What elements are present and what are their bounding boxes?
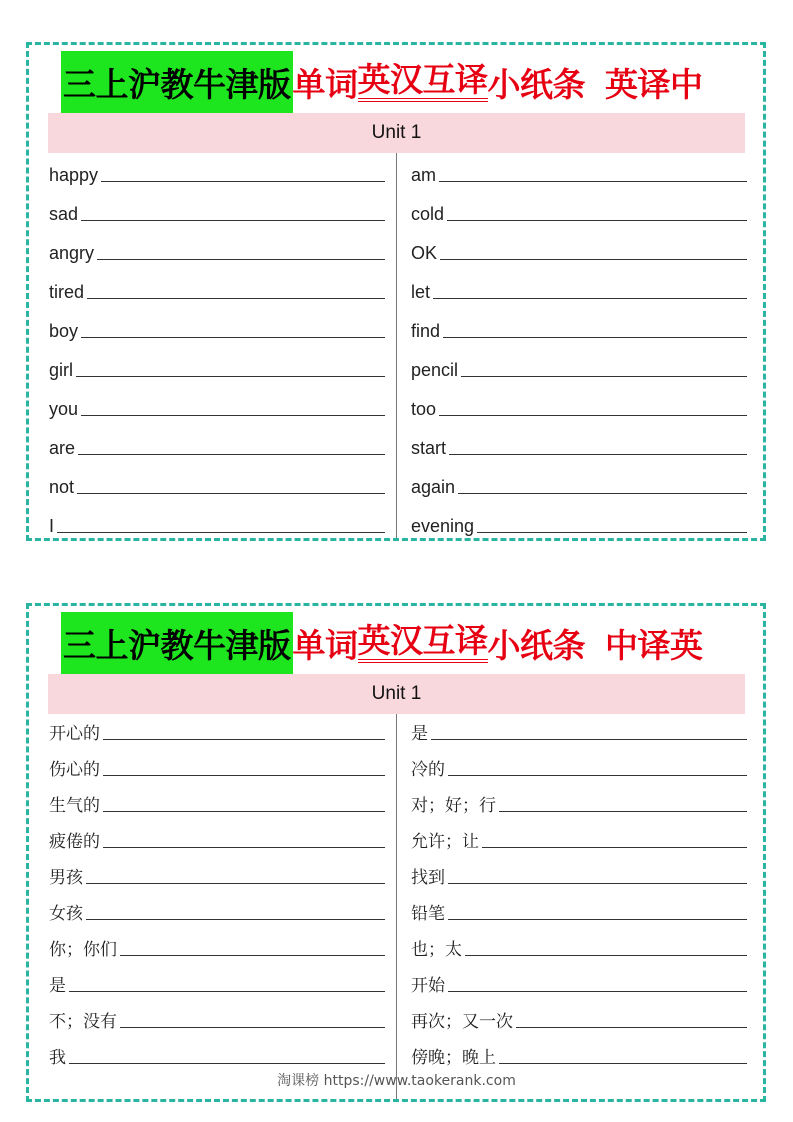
word-row — [49, 504, 385, 543]
word-row — [411, 1038, 747, 1074]
word-row — [411, 387, 747, 426]
answer-blank-line[interactable] — [57, 532, 385, 533]
word-label: am — [411, 165, 437, 185]
title-underlined: 英汉互译 — [358, 62, 488, 102]
answer-blank-line[interactable] — [461, 376, 747, 377]
word-row — [49, 387, 385, 426]
word-row — [49, 153, 385, 192]
word-label: 再次；又一次 — [411, 1012, 513, 1032]
word-label: 男孩 — [49, 868, 83, 888]
word-row — [411, 348, 747, 387]
answer-blank-line[interactable] — [103, 775, 385, 776]
title-highlight: 三上沪教牛津版 — [61, 612, 293, 674]
word-label: too — [411, 399, 437, 419]
word-row — [411, 231, 747, 270]
word-label: let — [411, 282, 431, 302]
card-title — [61, 51, 703, 113]
word-row — [49, 894, 385, 930]
unit-header: Unit 1 — [48, 674, 745, 714]
word-label: not — [49, 477, 75, 497]
answer-blank-line[interactable] — [101, 181, 385, 182]
word-row — [49, 966, 385, 1002]
unit-header: Unit 1 — [48, 113, 745, 153]
answer-blank-line[interactable] — [516, 1027, 747, 1028]
answer-blank-line[interactable] — [87, 298, 385, 299]
title-mode: 中译英 — [605, 625, 703, 665]
word-row — [411, 894, 747, 930]
word-row — [411, 192, 747, 231]
column-divider — [396, 153, 397, 538]
word-row — [49, 930, 385, 966]
title-part: 单词 — [292, 625, 358, 665]
word-row — [411, 858, 747, 894]
word-label: 开心的 — [49, 724, 100, 744]
word-label: 是 — [411, 724, 428, 744]
answer-blank-line[interactable] — [69, 1063, 385, 1064]
answer-blank-line[interactable] — [448, 991, 747, 992]
word-row — [411, 465, 747, 504]
word-label: evening — [411, 516, 475, 536]
answer-blank-line[interactable] — [97, 259, 385, 260]
word-row — [49, 348, 385, 387]
word-row — [49, 270, 385, 309]
word-label: 不；没有 — [49, 1012, 117, 1032]
title-part: 小纸条 — [487, 64, 585, 104]
word-label: 冷的 — [411, 760, 445, 780]
word-label: pencil — [411, 360, 459, 380]
word-label: 开始 — [411, 976, 445, 996]
answer-blank-line[interactable] — [449, 454, 747, 455]
word-label: you — [49, 399, 79, 419]
word-row — [49, 465, 385, 504]
word-label: are — [49, 438, 76, 458]
answer-blank-line[interactable] — [458, 493, 747, 494]
right-word-column — [411, 153, 747, 538]
column-divider — [396, 714, 397, 1099]
word-label: 是 — [49, 976, 66, 996]
word-label: 允许；让 — [411, 832, 479, 852]
footer-watermark: 淘课榜 https://www.taokerank.com — [277, 1073, 516, 1089]
word-row — [411, 1002, 747, 1038]
answer-blank-line[interactable] — [120, 955, 385, 956]
word-label: 女孩 — [49, 904, 83, 924]
word-label: 你；你们 — [49, 940, 117, 960]
answer-blank-line[interactable] — [81, 220, 385, 221]
word-label: find — [411, 321, 441, 341]
word-row — [49, 822, 385, 858]
word-row — [49, 309, 385, 348]
answer-blank-line[interactable] — [433, 298, 747, 299]
title-part: 单词 — [292, 64, 358, 104]
answer-blank-line[interactable] — [447, 220, 747, 221]
word-row — [411, 786, 747, 822]
answer-blank-line[interactable] — [431, 739, 747, 740]
answer-blank-line[interactable] — [439, 415, 747, 416]
word-row — [49, 1038, 385, 1074]
word-row — [49, 231, 385, 270]
word-label: tired — [49, 282, 85, 302]
word-row — [49, 750, 385, 786]
word-row — [49, 1002, 385, 1038]
answer-blank-line[interactable] — [86, 919, 385, 920]
answer-blank-line[interactable] — [120, 1027, 385, 1028]
worksheet-card-zh-to-en — [26, 603, 766, 1102]
left-word-column — [49, 153, 385, 538]
word-label: 找到 — [411, 868, 445, 888]
word-label: start — [411, 438, 447, 458]
title-underlined: 英汉互译 — [358, 623, 488, 663]
word-row — [411, 750, 747, 786]
word-row — [411, 966, 747, 1002]
answer-blank-line[interactable] — [81, 415, 385, 416]
word-label: girl — [49, 360, 74, 380]
word-label: 生气的 — [49, 796, 100, 816]
word-label: cold — [411, 204, 445, 224]
word-label: 我 — [49, 1048, 66, 1068]
worksheet-card-en-to-zh — [26, 42, 766, 541]
title-highlight: 三上沪教牛津版 — [61, 51, 293, 113]
word-row — [411, 153, 747, 192]
card-title — [61, 612, 703, 674]
answer-blank-line[interactable] — [448, 919, 747, 920]
word-label: boy — [49, 321, 79, 341]
word-row — [411, 822, 747, 858]
answer-blank-line[interactable] — [103, 847, 385, 848]
word-label: 铅笔 — [411, 904, 445, 924]
answer-blank-line[interactable] — [103, 811, 385, 812]
word-row — [411, 270, 747, 309]
answer-blank-line[interactable] — [86, 883, 385, 884]
word-row — [411, 426, 747, 465]
word-label: 傍晚；晚上 — [411, 1048, 496, 1068]
word-row — [411, 504, 747, 543]
word-label: 疲倦的 — [49, 832, 100, 852]
answer-blank-line[interactable] — [499, 811, 747, 812]
word-label: happy — [49, 165, 99, 185]
answer-blank-line[interactable] — [103, 739, 385, 740]
word-label: sad — [49, 204, 79, 224]
title-mode: 英译中 — [605, 64, 703, 104]
answer-blank-line[interactable] — [477, 532, 747, 533]
word-row — [49, 426, 385, 465]
answer-blank-line[interactable] — [440, 259, 747, 260]
word-label: 伤心的 — [49, 760, 100, 780]
word-row — [411, 714, 747, 750]
answer-blank-line[interactable] — [77, 493, 385, 494]
word-label: 对；好；行 — [411, 796, 496, 816]
word-row — [49, 714, 385, 750]
answer-blank-line[interactable] — [448, 775, 747, 776]
answer-blank-line[interactable] — [499, 1063, 747, 1064]
word-row — [411, 930, 747, 966]
answer-blank-line[interactable] — [465, 955, 747, 956]
answer-blank-line[interactable] — [439, 181, 747, 182]
answer-blank-line[interactable] — [448, 883, 747, 884]
answer-blank-line[interactable] — [81, 337, 385, 338]
word-label: 也；太 — [411, 940, 462, 960]
left-word-column — [49, 714, 385, 1099]
word-row — [49, 858, 385, 894]
title-part: 小纸条 — [487, 625, 585, 665]
answer-blank-line[interactable] — [78, 454, 385, 455]
answer-blank-line[interactable] — [443, 337, 747, 338]
answer-blank-line[interactable] — [482, 847, 747, 848]
word-label: angry — [49, 243, 95, 263]
answer-blank-line[interactable] — [69, 991, 385, 992]
word-row — [411, 309, 747, 348]
word-label: again — [411, 477, 456, 497]
word-label: OK — [411, 243, 438, 263]
word-row — [49, 192, 385, 231]
answer-blank-line[interactable] — [76, 376, 385, 377]
right-word-column — [411, 714, 747, 1099]
word-row — [49, 786, 385, 822]
word-label: I — [49, 516, 55, 536]
